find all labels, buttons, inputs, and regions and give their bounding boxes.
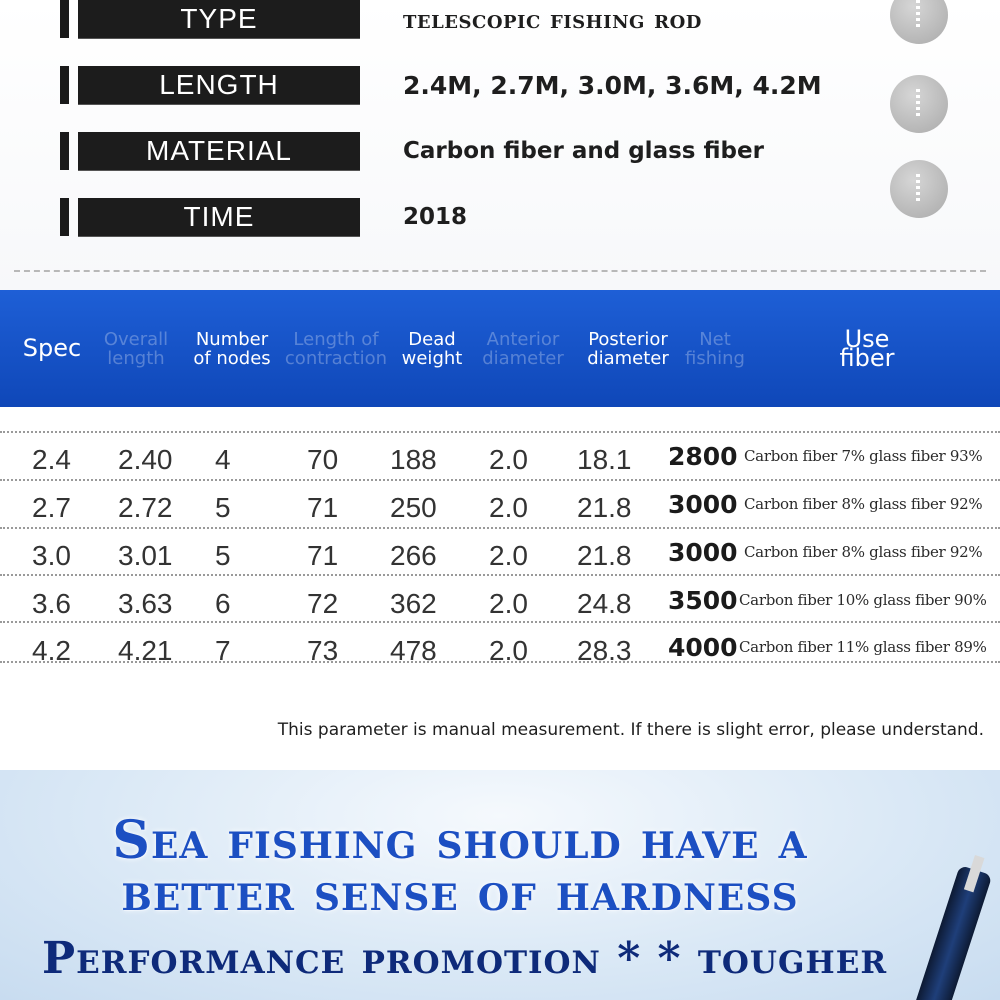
spec-value-time: 2018 (403, 204, 468, 230)
cell-contraction: 70 (307, 444, 339, 475)
cell-overall-length: 2.72 (118, 492, 173, 523)
decorative-dot-circle-icon (890, 160, 948, 218)
cell-use-fiber: Carbon fiber 10% glass fiber 90% (739, 591, 987, 609)
spec-value-length: 2.4M, 2.7M, 3.0M, 3.6M, 4.2M (403, 70, 822, 100)
spec-value-type: telescopic fishing rod (403, 4, 702, 34)
spec-row-length (0, 66, 1000, 116)
measurement-note: This parameter is manual measurement. If there is slight error, please understand. (277, 720, 984, 740)
cell-anterior-diameter: 2.0 (489, 635, 528, 666)
slogan-line-2: better sense of hardness (121, 862, 799, 923)
cell-dead-weight: 478 (390, 635, 437, 666)
header-posterior-diameter: Posterior diameter (587, 328, 669, 369)
spec-row-type (0, 0, 1000, 50)
header-dead-weight: Dead weight (401, 328, 463, 369)
spec-marker (60, 66, 69, 104)
cell-net-fishing: 3500 (668, 585, 738, 615)
cell-anterior-diameter: 2.0 (489, 540, 528, 571)
cell-anterior-diameter: 2.0 (489, 588, 528, 619)
cell-use-fiber: Carbon fiber 8% glass fiber 92% (744, 495, 983, 513)
cell-posterior-diameter: 18.1 (577, 444, 632, 475)
cell-dead-weight: 188 (390, 444, 437, 475)
cell-overall-length: 4.21 (118, 635, 173, 666)
spec-label-time: TIME (78, 198, 360, 236)
cell-dead-weight: 250 (390, 492, 437, 523)
cell-use-fiber: Carbon fiber 7% glass fiber 93% (744, 447, 983, 465)
decorative-dot-circle-icon (890, 75, 948, 133)
cell-net-fishing: 3000 (668, 489, 738, 519)
cell-overall-length: 3.01 (118, 540, 173, 571)
spec-label-type: TYPE (78, 0, 360, 38)
header-spec: Spec (22, 334, 82, 362)
spec-label-material: MATERIAL (78, 132, 360, 170)
cell-net-fishing: 2800 (668, 441, 738, 471)
header-net-fishing: Net fishing (685, 328, 745, 369)
cell-contraction: 73 (307, 635, 339, 666)
cell-spec: 3.0 (32, 540, 71, 571)
cell-nodes: 7 (215, 635, 231, 666)
header-use-fiber: Use fiber (839, 324, 895, 372)
spec-marker (60, 198, 69, 236)
cell-nodes: 5 (215, 492, 231, 523)
section-divider (14, 270, 986, 272)
cell-nodes: 4 (215, 444, 231, 475)
cell-posterior-diameter: 21.8 (577, 492, 632, 523)
header-overall-length: Overall length (103, 328, 169, 369)
table-header (0, 290, 1000, 407)
spec-label-length: LENGTH (78, 66, 360, 104)
cell-spec: 2.4 (32, 444, 71, 475)
cell-spec: 3.6 (32, 588, 71, 619)
spec-section (0, 0, 1000, 290)
header-anterior-diameter: Anterior diameter (482, 328, 564, 369)
cell-use-fiber: Carbon fiber 11% glass fiber 89% (739, 638, 987, 656)
slogan-line-1: Sea fishing should have a (112, 810, 808, 871)
spec-marker (60, 132, 69, 170)
cell-contraction: 72 (307, 588, 339, 619)
cell-contraction: 71 (307, 540, 339, 571)
cell-net-fishing: 4000 (668, 632, 738, 662)
cell-dead-weight: 362 (390, 588, 437, 619)
cell-anterior-diameter: 2.0 (489, 444, 528, 475)
cell-posterior-diameter: 28.3 (577, 635, 632, 666)
cell-spec: 4.2 (32, 635, 71, 666)
cell-overall-length: 3.63 (118, 588, 173, 619)
spec-value-material: Carbon fiber and glass fiber (403, 138, 764, 164)
cell-contraction: 71 (307, 492, 339, 523)
spec-row-time (0, 198, 1000, 248)
header-number-of-nodes: Number of nodes (193, 328, 271, 369)
cell-use-fiber: Carbon fiber 8% glass fiber 92% (744, 543, 983, 561)
cell-dead-weight: 266 (390, 540, 437, 571)
cell-posterior-diameter: 21.8 (577, 540, 632, 571)
cell-net-fishing: 3000 (668, 537, 738, 567)
promo-banner (0, 770, 1000, 1000)
performance-tagline: Performance promotion * * tougher (42, 933, 888, 984)
cell-overall-length: 2.40 (118, 444, 173, 475)
spec-marker (60, 0, 69, 38)
cell-nodes: 5 (215, 540, 231, 571)
cell-posterior-diameter: 24.8 (577, 588, 632, 619)
cell-nodes: 6 (215, 588, 231, 619)
spec-table (0, 407, 1000, 677)
spec-row-material (0, 132, 1000, 182)
cell-spec: 2.7 (32, 492, 71, 523)
header-length-of-contraction: Length of contraction (284, 328, 388, 369)
cell-anterior-diameter: 2.0 (489, 492, 528, 523)
